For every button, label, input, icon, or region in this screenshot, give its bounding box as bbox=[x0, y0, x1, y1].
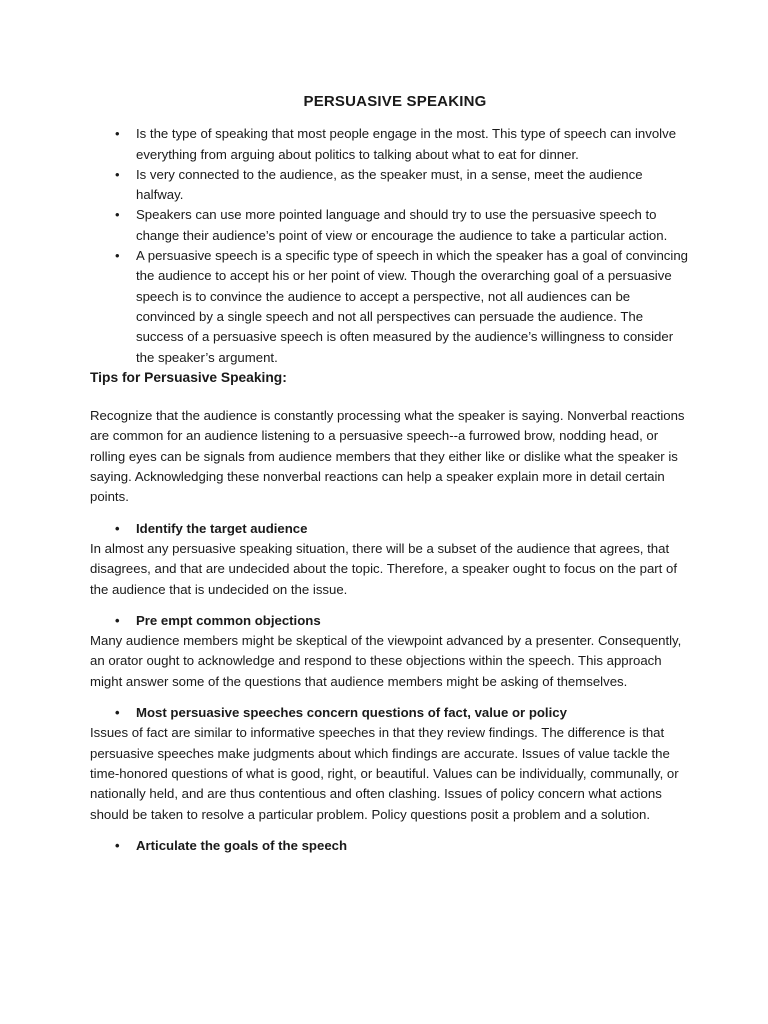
bullet-icon: • bbox=[115, 207, 120, 223]
intro-bullet-text: Is very connected to the audience, as the speaker must, in a sense, meet the audience halfway. bbox=[136, 166, 643, 203]
tip-body-paragraph: In almost any persuasive speaking situation, there will be a subset of the audience that agrees, that disagrees, and that are undecided about the topic. Therefore, a speaker ought to focus on the part of the audience that is undecided on the issue. bbox=[90, 540, 677, 597]
bullet-icon: • bbox=[115, 612, 120, 628]
tip-heading bbox=[90, 611, 690, 631]
tip-heading-text: Identify the target audience bbox=[136, 520, 308, 536]
tip-body-paragraph: Many audience members might be skeptical of the viewpoint advanced by a presenter. Consequently, an orator ought to acknowledge and respond to these objections within the speech. This approach might answer some of the questions that audience members might be asking of themselves. bbox=[90, 633, 682, 689]
tip-heading-list bbox=[90, 611, 690, 631]
tip-heading bbox=[90, 836, 690, 856]
tip-heading-list bbox=[90, 836, 690, 856]
intro-bullet-item bbox=[90, 165, 690, 206]
tip-body-paragraph: Issues of fact are similar to informative speeches in that they review findings. The difference is that persuasive speeches make judgments about which findings are accurate. Issues of value tackle the time-honored questions of what is good, right, or beautiful. Values can be individually, communally, or nationally held, and are thus contentious and often clashing. Issues of policy concern what actions should be taken to resolve a particular problem. Policy questions posit a problem and a solution. bbox=[90, 725, 679, 822]
bullet-icon: • bbox=[115, 248, 120, 264]
tip-heading-list bbox=[90, 519, 690, 539]
tip-heading bbox=[90, 703, 690, 723]
bullet-icon: • bbox=[115, 705, 120, 721]
bullet-icon: • bbox=[115, 166, 120, 182]
intro-bullet-text: A persuasive speech is a specific type of speech in which the speaker has a goal of convincing the audience to accept his or her point of view. Though the overarching goal of a persuasive speech is to convince the audience to accept a perspective, not all audiences can be convinced by a single speech and not all perspectives can persuade the audience. The success of a persuasive speech is often measured by the audience’s willingness to consider the speaker’s argument. bbox=[136, 248, 689, 365]
tips-intro-paragraph: Recognize that the audience is constantly processing what the speaker is saying. Nonverbal reactions are common for an audience listening to a persuasive speech--a furrowed brow, nodding head, or rolling eyes can be signals from audience members that they either like or dislike what the speaker is saying. Acknowledging these nonverbal reactions can help a speaker explain more in detail certain points. bbox=[90, 408, 685, 505]
intro-bullet-item bbox=[90, 124, 690, 165]
intro-bullet-item bbox=[90, 246, 690, 368]
intro-bullet-item bbox=[90, 205, 690, 246]
tip-heading-text: Pre empt common objections bbox=[136, 612, 321, 628]
intro-bullet-list bbox=[90, 124, 690, 368]
tip-heading-list bbox=[90, 703, 690, 723]
bullet-icon: • bbox=[115, 520, 120, 536]
bullet-icon: • bbox=[115, 126, 120, 142]
tip-heading bbox=[90, 519, 690, 539]
intro-bullet-text: Is the type of speaking that most people engage in the most. This type of speech can involve everything from arguing about politics to talking about what to eat for dinner. bbox=[136, 126, 677, 162]
intro-bullet-text: Speakers can use more pointed language and should try to use the persuasive speech to change their audience’s point of view or encourage the audience to take a particular action. bbox=[136, 207, 668, 243]
tip-heading-text: Most persuasive speeches concern questions of fact, value or policy bbox=[136, 705, 567, 721]
tips-heading: Tips for Persuasive Speaking: bbox=[90, 369, 287, 385]
page-title: PERSUASIVE SPEAKING bbox=[303, 93, 487, 110]
bullet-icon: • bbox=[115, 837, 120, 853]
tip-heading-text: Articulate the goals of the speech bbox=[136, 837, 348, 853]
